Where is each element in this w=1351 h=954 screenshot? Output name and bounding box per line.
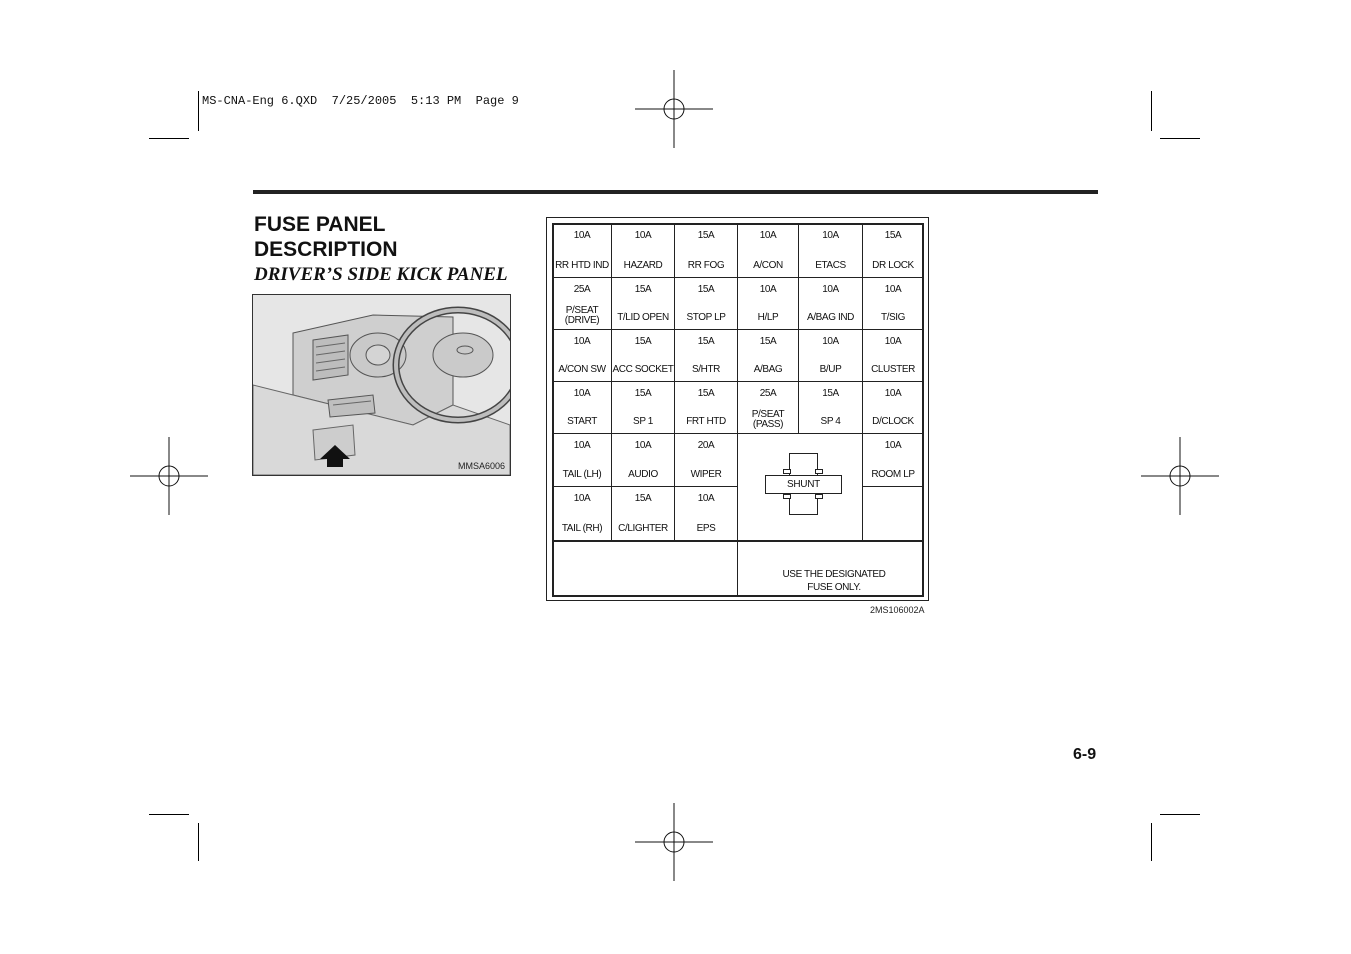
registration-mark-right [1141, 437, 1219, 515]
crop-mark [149, 138, 189, 139]
fuse-rating: 15A [884, 230, 902, 241]
fuse-cell [612, 278, 674, 329]
section-subtitle: DRIVER’S SIDE KICK PANEL [254, 264, 508, 285]
fuse-label [553, 306, 611, 326]
fuse-cell [553, 434, 611, 486]
fuse-label: B/UP [819, 364, 842, 375]
fuse-cell [675, 434, 737, 486]
registration-mark-left [130, 437, 208, 515]
fuse-label: S/HTR [691, 364, 720, 375]
fuse-cell [863, 382, 923, 433]
fuse-label: SP 4 [820, 416, 841, 427]
fuse-rating: 10A [822, 284, 839, 295]
fuse-rating: 10A [573, 230, 591, 241]
header-rule [253, 190, 1098, 194]
fuse-cell [675, 330, 737, 381]
shunt-tab [783, 494, 791, 499]
fuse-rating: 10A [759, 230, 777, 241]
fuse-label [738, 410, 798, 430]
fuse-rating: 15A [634, 493, 652, 504]
crop-mark [1160, 814, 1200, 815]
registration-mark-bottom [635, 803, 713, 881]
fuse-label: T/SIG [880, 312, 906, 323]
dashboard-illustration [252, 294, 511, 476]
fuse-rating: 15A [822, 388, 839, 399]
registration-mark-top [635, 70, 713, 148]
shunt-tab [815, 469, 823, 474]
fuse-rating: 15A [634, 336, 652, 347]
fuse-label: EPS [696, 523, 716, 534]
fuse-cell [863, 330, 923, 381]
fuse-cell [553, 278, 611, 329]
fuse-cell [553, 330, 611, 381]
notice-line: FUSE ONLY. [807, 582, 861, 593]
fuse-rating: 15A [759, 336, 777, 347]
fuse-rating: 10A [884, 440, 902, 451]
fuse-label: START [567, 416, 597, 427]
fuse-cell [675, 487, 737, 540]
fuse-label: ROOM LP [871, 469, 915, 480]
fuse-cell [612, 382, 674, 433]
fuse-label: A/BAG IND [807, 312, 854, 323]
fuse-cell [799, 224, 862, 277]
fuse-label: A/CON SW [558, 364, 606, 375]
fuse-rating: 10A [573, 493, 591, 504]
fuse-label: SP 1 [633, 416, 653, 427]
fuse-label: CLUSTER [871, 364, 915, 375]
fuse-label: D/CLOCK [872, 416, 914, 427]
fuse-cell [553, 382, 611, 433]
fuse-label: A/CON [753, 260, 783, 271]
fuse-notice [740, 568, 928, 594]
fuse-cell [612, 434, 674, 486]
fuse-label: T/LID OPEN [617, 312, 669, 323]
fuse-rating: 10A [759, 284, 777, 295]
fuse-rating: 20A [697, 440, 715, 451]
fuse-label: H/LP [757, 312, 779, 323]
title-line: DESCRIPTION [254, 238, 398, 261]
grid-line [553, 540, 923, 542]
fuse-rating: 10A [634, 230, 652, 241]
fuse-rating: 10A [822, 336, 839, 347]
fuse-label: WIPER [690, 469, 722, 480]
fuse-cell [675, 382, 737, 433]
fuse-label: STOP LP [686, 312, 726, 323]
illustration-code: MMSA6006 [457, 461, 505, 471]
fuse-rating: 10A [634, 440, 652, 451]
crop-mark [1151, 823, 1152, 861]
crop-mark [198, 91, 199, 131]
fuse-cell [612, 224, 674, 277]
shunt-tab [783, 469, 791, 474]
fuse-cell [799, 278, 862, 329]
fuse-rating: 15A [697, 230, 715, 241]
fuse-rating: 15A [697, 336, 715, 347]
fuse-label: TAIL (RH) [561, 523, 603, 534]
crop-mark [1160, 138, 1200, 139]
title-line: FUSE PANEL [254, 213, 386, 236]
fuse-rating: 10A [822, 230, 839, 241]
fuse-rating: 10A [573, 440, 591, 451]
print-slug: MS-CNA-Eng 6.QXD 7/25/2005 5:13 PM Page 9 [202, 94, 519, 108]
fuse-rating: 10A [884, 284, 902, 295]
shunt-label: SHUNT [765, 475, 842, 494]
fuse-label-line: (DRIVE) [564, 315, 600, 326]
fuse-cell [738, 278, 798, 329]
fuse-label-line: P/SEAT [565, 305, 599, 316]
fuse-rating: 25A [573, 284, 591, 295]
crop-mark [198, 823, 199, 861]
fuse-label: TAIL (LH) [562, 469, 602, 480]
fuse-rating: 15A [697, 284, 715, 295]
fuse-rating: 10A [884, 388, 902, 399]
fuse-cell [863, 224, 923, 277]
fuse-cell [863, 434, 923, 486]
fuse-label: RR FOG [687, 260, 725, 271]
page-number: 6-9 [1073, 746, 1097, 763]
fuse-cell [553, 487, 611, 540]
crop-mark [149, 814, 189, 815]
fuse-label-line: (PASS) [752, 419, 784, 430]
fuse-label-line: P/SEAT [751, 409, 785, 420]
fuse-rating: 10A [884, 336, 902, 347]
fuse-rating: 15A [634, 284, 652, 295]
fuse-cell [612, 330, 674, 381]
fuse-label: AUDIO [628, 469, 658, 480]
fuse-label: DR LOCK [872, 260, 914, 271]
page-title [254, 212, 398, 262]
fuse-rating: 15A [697, 388, 715, 399]
fuse-label: HAZARD [623, 260, 663, 271]
fuse-rating: 15A [634, 388, 652, 399]
fuse-rating: 10A [573, 388, 591, 399]
fuse-label: FRT HTD [686, 416, 726, 427]
fuse-cell [675, 224, 737, 277]
fuse-label: ACC SOCKET [612, 364, 674, 375]
fuse-cell [612, 487, 674, 540]
fuse-cell [675, 278, 737, 329]
fuse-cell [553, 224, 611, 277]
grid-line [862, 486, 923, 487]
fuse-cell [738, 330, 798, 381]
notice-line: USE THE DESIGNATED [782, 569, 886, 580]
fuse-label: ETACS [815, 260, 846, 271]
shunt-tab [815, 494, 823, 499]
fuse-cell [738, 224, 798, 277]
fuse-cell [799, 382, 862, 433]
fuse-cell [799, 330, 862, 381]
fuse-cell [738, 382, 798, 433]
fuse-label: C/LIGHTER [618, 523, 668, 534]
fuse-diagram-code: 2MS106002A [870, 605, 925, 615]
crop-mark [1151, 91, 1152, 131]
fuse-label: RR HTD IND [555, 260, 609, 271]
fuse-rating: 10A [573, 336, 591, 347]
fuse-rating: 10A [697, 493, 715, 504]
fuse-rating: 25A [759, 388, 777, 399]
fuse-cell [863, 278, 923, 329]
fuse-label: A/BAG [753, 364, 783, 375]
